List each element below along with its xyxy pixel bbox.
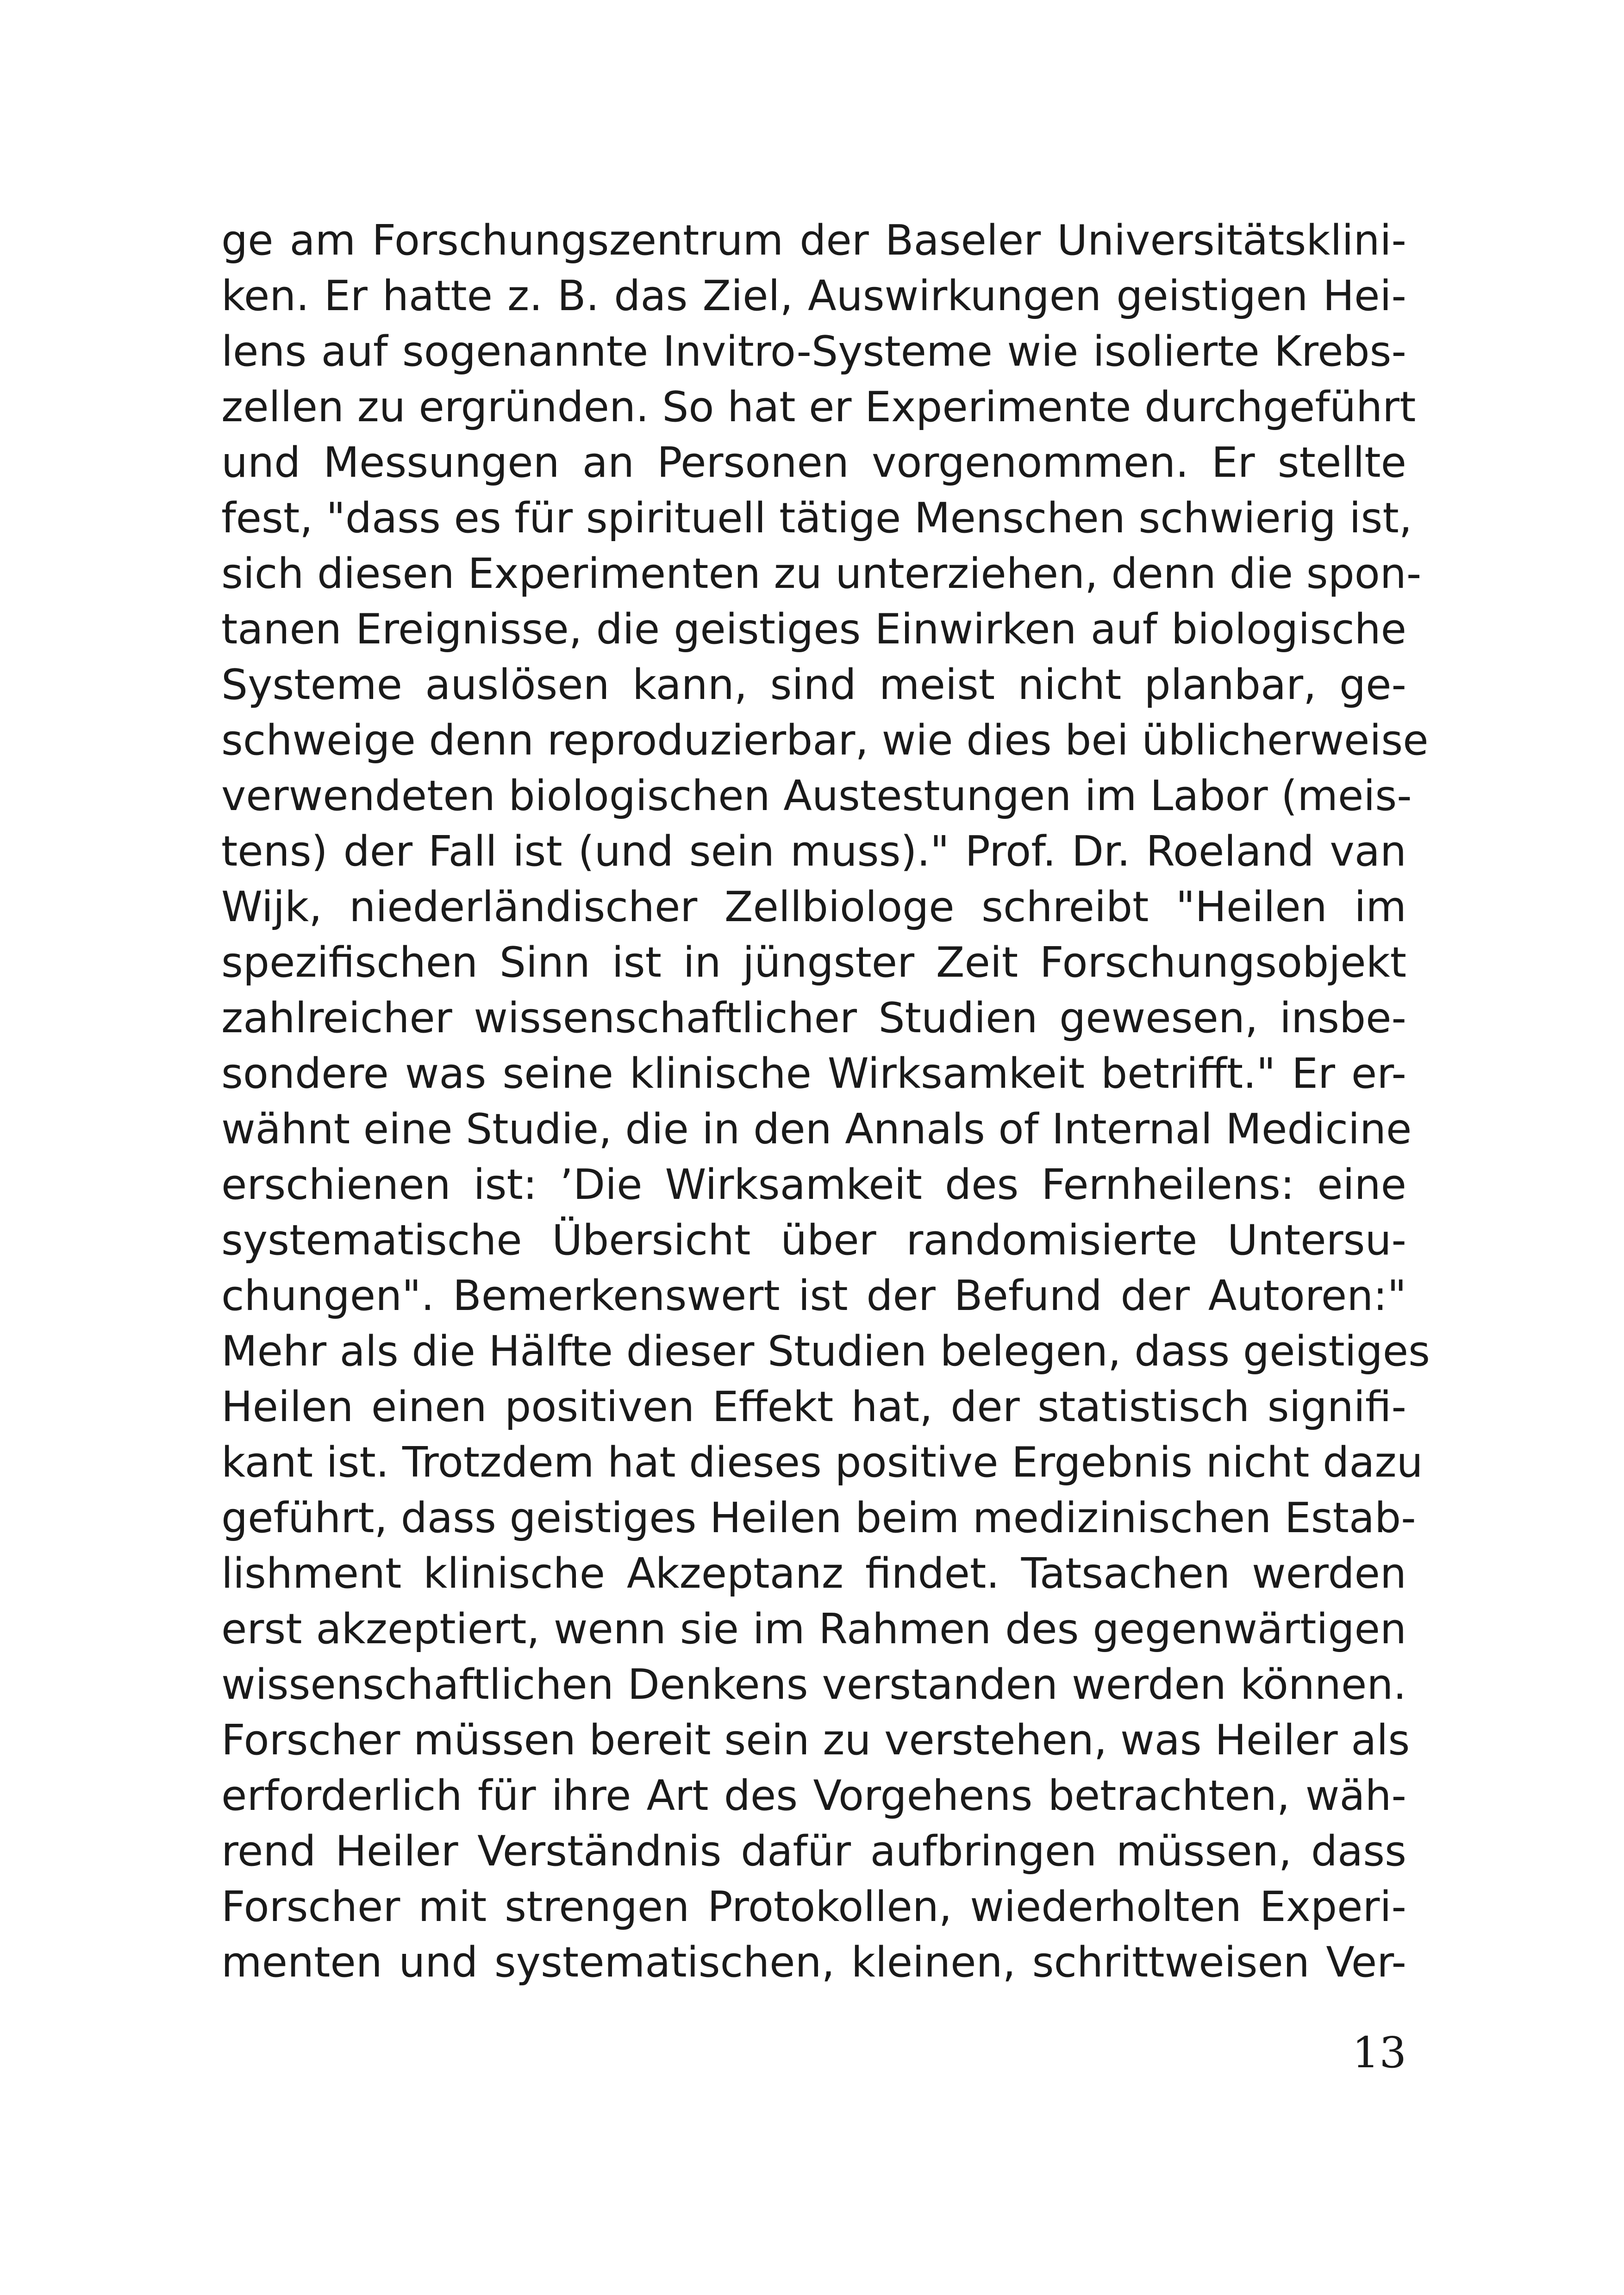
text-line: ge am Forschungszentrum der Baseler Universitätsklini- [221, 216, 1406, 265]
text-line: Forscher mit strengen Protokollen, wiederholten Experi- [221, 1883, 1406, 1931]
text-line: rend Heiler Verständnis dafür aufbringen müssen, dass [221, 1827, 1406, 1876]
text-line: und Messungen an Personen vorgenommen. Er stellte [221, 438, 1406, 487]
text-line: Systeme auslösen kann, sind meist nicht planbar, ge- [221, 661, 1406, 709]
text-line: geführt, dass geistiges Heilen beim medizinischen Estab- [221, 1494, 1416, 1542]
text-line: spezifischen Sinn ist in jüngster Zeit Forschungsobjekt [221, 938, 1406, 987]
text-line: chungen". Bemerkenswert ist der Befund der Autoren:" [221, 1272, 1406, 1320]
text-line: verwendeten biologischen Austestungen im Labor (meis- [221, 772, 1412, 820]
text-line: wähnt eine Studie, die in den Annals of Internal Medicine [221, 1105, 1412, 1154]
text-line: menten und systematischen, kleinen, schrittweisen Ver- [221, 1938, 1406, 1987]
text-line: Wijk, niederländischer Zellbiologe schreibt "Heilen im [221, 883, 1406, 931]
text-line: ken. Er hatte z. B. das Ziel, Auswirkungen geistigen Hei- [221, 272, 1406, 320]
text-line: erschienen ist: ’Die Wirksamkeit des Fernheilens: eine [221, 1160, 1406, 1209]
text-line: zahlreicher wissenschaftlicher Studien gewesen, insbe- [221, 994, 1406, 1042]
text-line: tanen Ereignisse, die geistiges Einwirken auf biologische [221, 605, 1406, 654]
text-line: sondere was seine klinische Wirksamkeit betrifft." Er er- [221, 1049, 1406, 1098]
text-line: Mehr als die Hälfte dieser Studien belegen, dass geistiges [221, 1327, 1430, 1376]
text-line: schweige denn reproduzierbar, wie dies bei üblicherweise [221, 716, 1429, 765]
text-line: zellen zu ergründen. So hat er Experimente durchgeführt [221, 383, 1416, 431]
body-text [221, 213, 1430, 1990]
text-line: lens auf sogenannte Invitro-Systeme wie isolierte Krebs- [221, 327, 1406, 376]
text-line: tens) der Fall ist (und sein muss)." Prof. Dr. Roeland van [221, 827, 1406, 876]
text-line: erforderlich für ihre Art des Vorgehens betrachten, wäh- [221, 1771, 1406, 1820]
text-line: lishment klinische Akzeptanz findet. Tatsachen werden [221, 1549, 1406, 1598]
text-line: kant ist. Trotzdem hat dieses positive Ergebnis nicht dazu [221, 1438, 1423, 1487]
text-line: systematische Übersicht über randomisierte Untersu- [221, 1216, 1406, 1265]
page-number: 13 [1352, 2028, 1406, 2077]
text-line: sich diesen Experimenten zu unterziehen, denn die spon- [221, 549, 1422, 598]
text-line: Heilen einen positiven Effekt hat, der statistisch signifi- [221, 1383, 1406, 1431]
text-line: erst akzeptiert, wenn sie im Rahmen des gegenwärtigen [221, 1605, 1406, 1653]
text-line: Forscher müssen bereit sein zu verstehen, was Heiler als [221, 1716, 1410, 1765]
text-line: fest, "dass es für spirituell tätige Menschen schwierig ist, [221, 494, 1412, 543]
text-line: wissenschaftlichen Denkens verstanden werden können. [221, 1660, 1406, 1709]
